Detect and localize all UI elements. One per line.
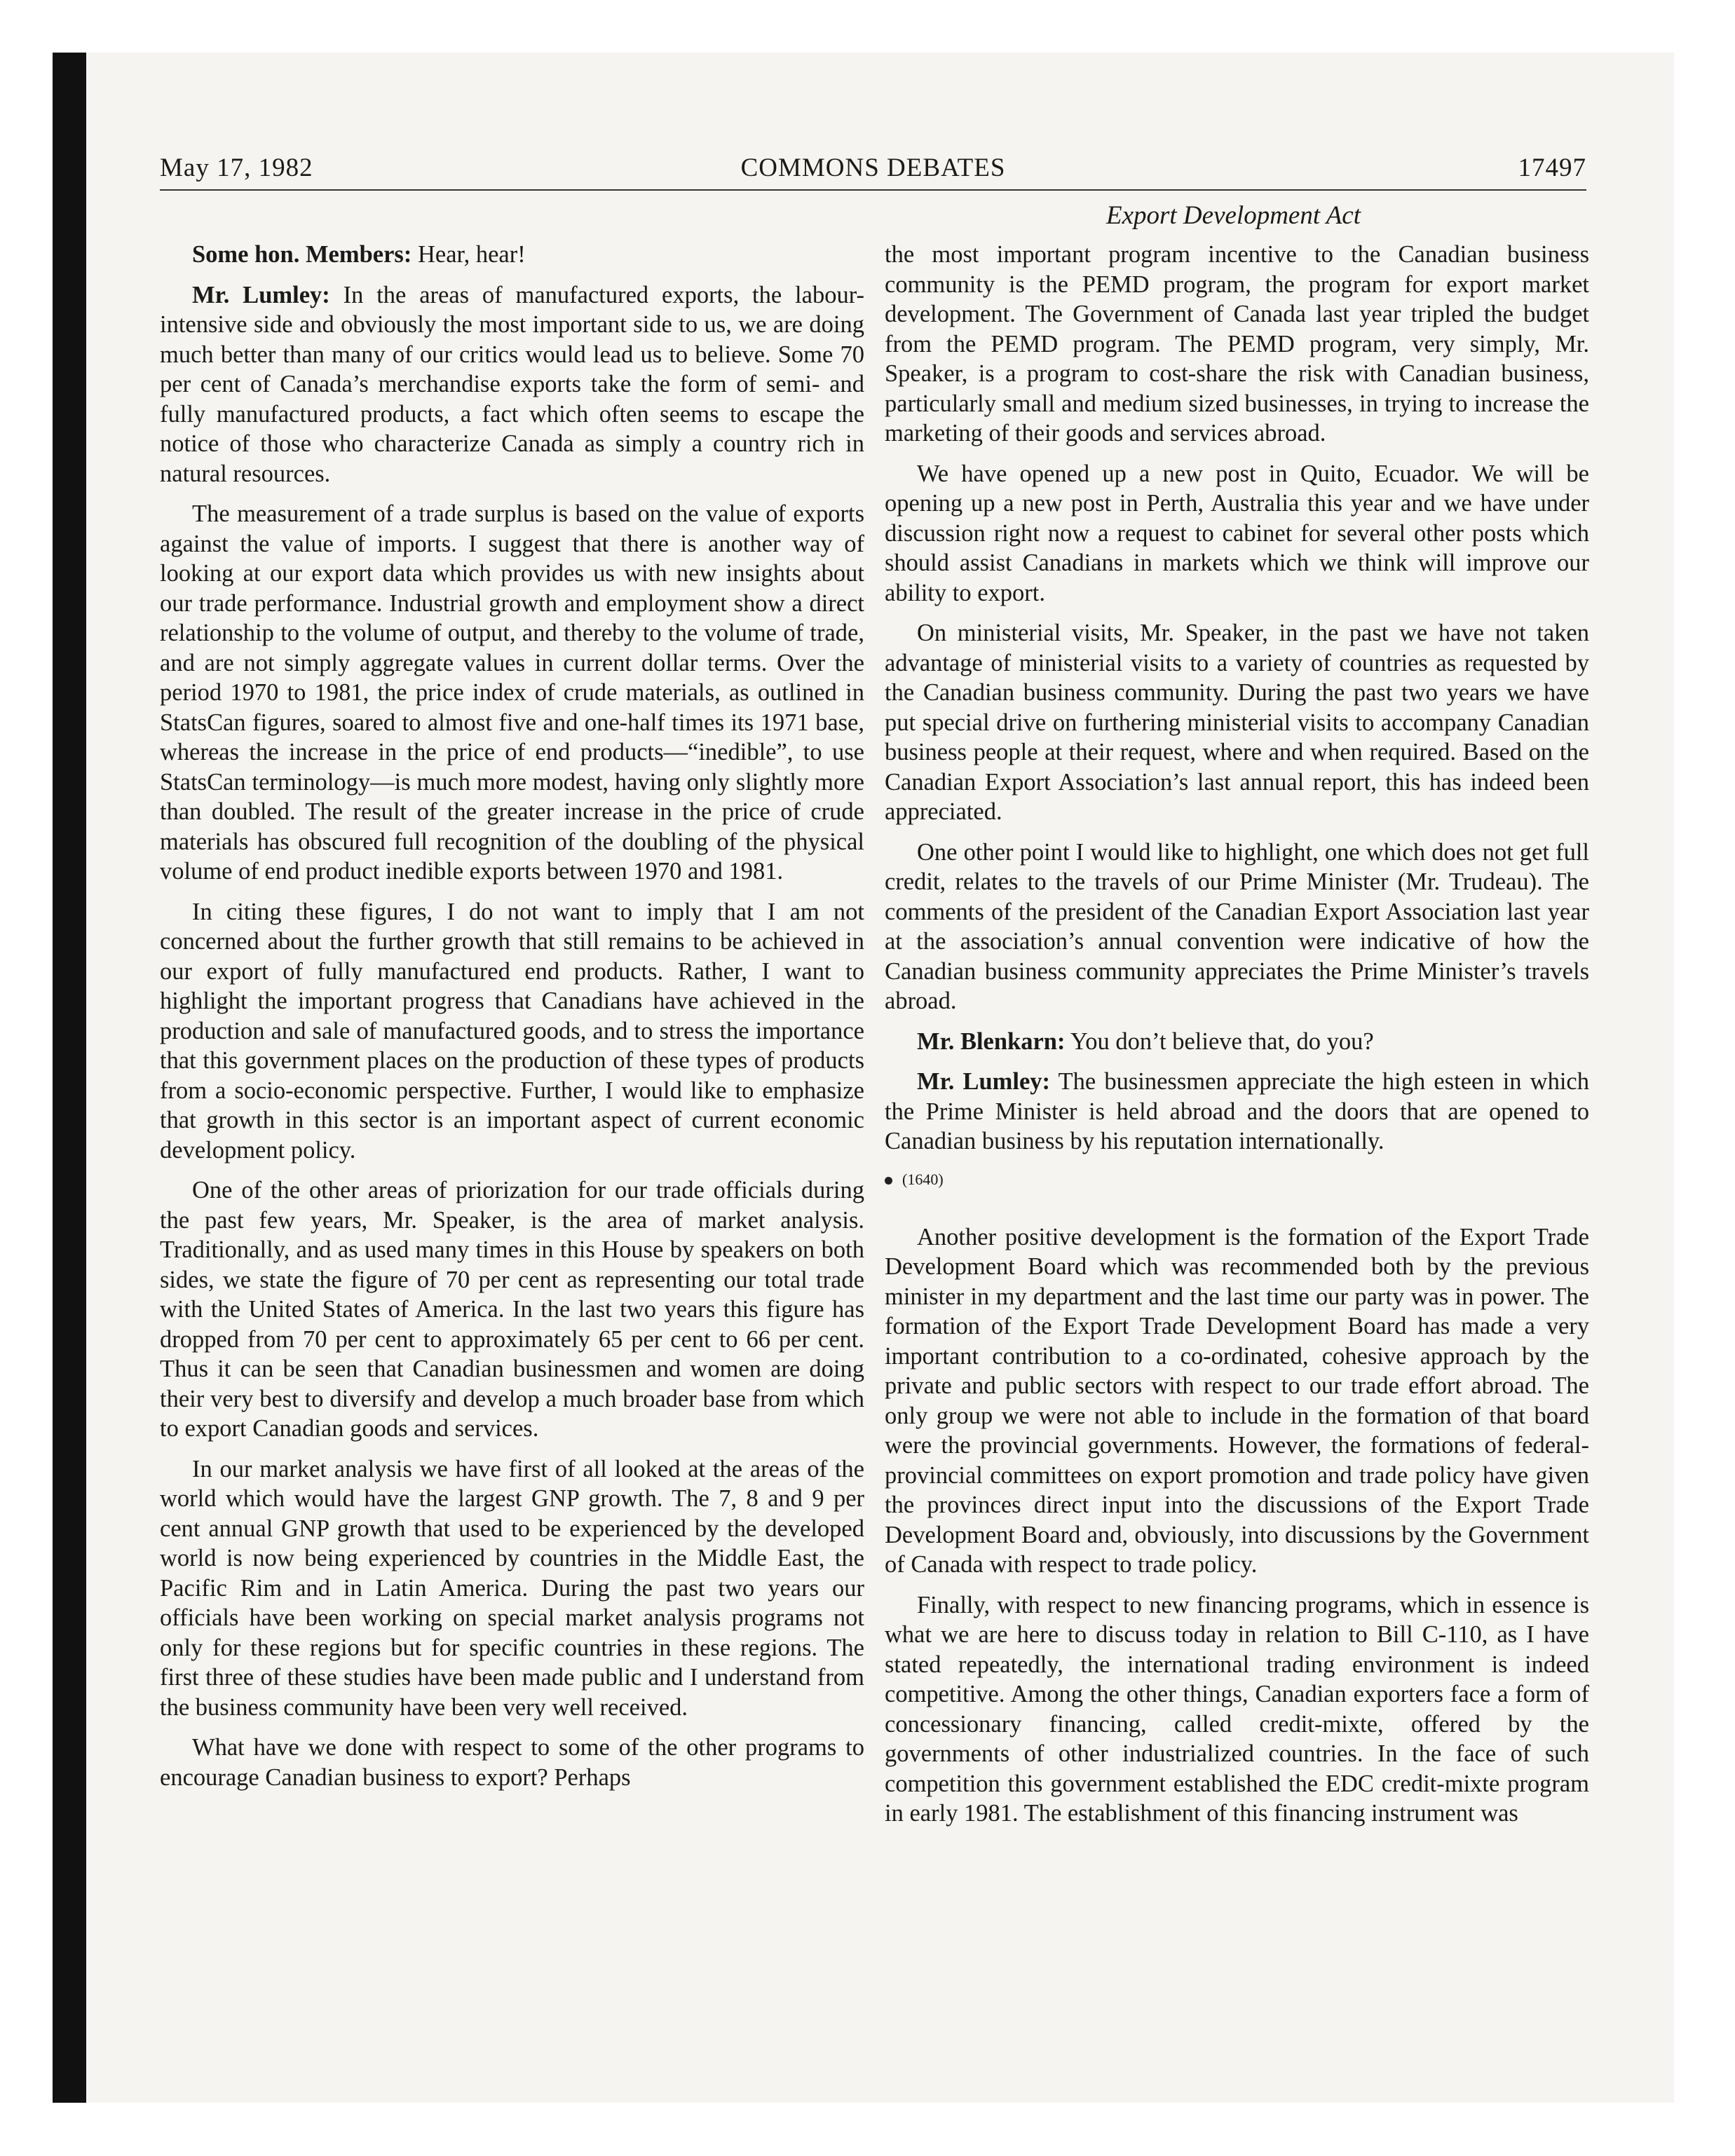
paragraph bbox=[160, 280, 864, 489]
paragraph: Finally, with respect to new financing programs, which in essence is what we are here to discuss today in relation to Bill C-110, as I have stated repeatedly, the international trading environment is indeed competitive. Among the other things, Canadian exporters face a form of concessionary financing, called credit-mixte, offered by the governments of other industrialized countries. In the face of such competition this government established the EDC credit-mixte program in early 1981. The establishment of this financing instrument was bbox=[885, 1591, 1589, 1827]
paragraph bbox=[885, 1067, 1589, 1157]
header-date: May 17, 1982 bbox=[160, 153, 313, 182]
paragraph: In citing these figures, I do not want to imply that I am not concerned about the further growth that still remains to be achieved in our export of fully manufactured end products. Rather, I want to highlight the important progress that Canadians have achieved in the production and sale of manufactured goods, and to stress the importance that this government places on the production of these types of products from a socio-economic perspective. Further, I would like to emphasize that growth in this sector is an important aspect of current economic development policy. bbox=[160, 898, 864, 1164]
page-header bbox=[160, 150, 1586, 191]
paragraph bbox=[885, 1027, 1589, 1057]
paragraph: the most important program incentive to the Canadian business community is the PEMD program, the program for export market development. The Government of Canada last year tripled the budget from the PEMD program. The PEMD program, very simply, Mr. Speaker, is a program to cost-share the risk with Canadian business, particularly small and medium sized businesses, in trying to increase the marketing of their goods and services abroad. bbox=[885, 241, 1589, 446]
header-page-number: 17497 bbox=[1518, 153, 1586, 182]
scan-binding-edge bbox=[53, 53, 86, 2103]
speech-text: The businessmen appreciate the high esteen in which the Prime Minister is held abroad and the doors that are opened to Canadian business by his reputation internationally. bbox=[885, 1068, 1589, 1154]
speaker-name: Mr. Blenkarn: bbox=[917, 1028, 1066, 1055]
speech-text: In the areas of manufactured exports, the labour-intensive side and obviously the most important side to us, we are doing much better than many of our critics would lead us to believe. Some 70 per cent of Canada’s merchandise exports take the form of semi- and fully manufactured products, a fact which often seems to escape the notice of those who characterize Canada as simply a country rich in natural resources. bbox=[160, 281, 864, 487]
speech-text: You don’t believe that, do you? bbox=[1065, 1028, 1374, 1055]
speech-text: Hear, hear! bbox=[411, 241, 526, 268]
right-column bbox=[885, 240, 1589, 1839]
speaker-name: Some hon. Members: bbox=[192, 241, 412, 268]
speaker-name: Mr. Lumley: bbox=[192, 281, 330, 308]
paragraph: What have we done with respect to some of the other programs to encourage Canadian business to export? Perhaps bbox=[160, 1734, 864, 1791]
time-marker-text: (1640) bbox=[902, 1170, 944, 1188]
header-title: COMMONS DEBATES bbox=[740, 153, 1006, 182]
speaker-name: Mr. Lumley: bbox=[917, 1068, 1051, 1095]
time-marker bbox=[885, 1169, 1589, 1190]
paragraph: The measurement of a trade surplus is based on the value of exports against the value of imports. I suggest that there is another way of looking at our export data which provides us with new insights about our trade performance. Industrial growth and employment show a direct relationship to the volume of output, and thereby to the volume of trade, and are not simply aggregate values in current dollar terms. Over the period 1970 to 1981, the price index of crude materials, as outlined in StatsCan figures, soared to almost five and one-half times its 1971 base, whereas the increase in the price of end products—“inedible”, to use StatsCan terminology—is much more modest, having only slightly more than doubled. The result of the greater increase in the price of crude materials has obscured full recognition of the doubling of the physical volume of end product inedible exports between 1970 and 1981. bbox=[160, 500, 864, 885]
paragraph: On ministerial visits, Mr. Speaker, in the past we have not taken advantage of ministerial visits to a variety of countries as requested by the Canadian business community. During the past two years we have put special drive on furthering ministerial visits to accompany Canadian business people at their request, where and when required. Based on the Canadian Export Association’s last annual report, this has indeed been appreciated. bbox=[885, 620, 1589, 825]
paragraph: We have opened up a new post in Quito, Ecuador. We will be opening up a new post in Perth, Australia this year and we have under discussion right now a request to cabinet for several other posts which should assist Canadians in markets which we think will improve our ability to export. bbox=[885, 460, 1589, 606]
paragraph: One of the other areas of priorization for our trade officials during the past few years, Mr. Speaker, is the area of market analysis. Traditionally, and as used many times in this House by speakers on both sides, we state the figure of 70 per cent as representing our total trade with the United States of America. In the last two years this figure has dropped from 70 per cent to approximately 65 per cent to 66 per cent. Thus it can be seen that Canadian businessmen and women are doing their very best to diversify and develop a much broader base from which to export Canadian goods and services. bbox=[160, 1177, 864, 1442]
paragraph: Another positive development is the formation of the Export Trade Development Board which was recommended both by the previous minister in my department and the last time our party was in power. The formation of the Export Trade Development Board has made a very important contribution to a co-ordinated, cohesive approach by the private and public sectors with respect to our trade effort abroad. The only group we were not able to include in the formation of that board were the provincial governments. However, the formations of federal-provincial committees on export promotion and trade policy have given the provinces direct input into the discussions of the Export Trade Development Board and, obviously, into discussions by the Government of Canada with respect to trade policy. bbox=[885, 1223, 1589, 1578]
running-head: Export Development Act bbox=[1105, 201, 1361, 230]
paragraph: One other point I would like to highlight, one which does not get full credit, relates to the travels of our Prime Minister (Mr. Trudeau). The comments of the president of the Canadian Export Association last year at the association’s annual convention were indicative of how the Canadian business community appreciates the Prime Minister’s travels abroad. bbox=[885, 838, 1589, 1014]
left-column bbox=[160, 240, 864, 1803]
bullet-icon bbox=[885, 1177, 892, 1185]
paragraph bbox=[160, 240, 864, 270]
paragraph: In our market analysis we have first of all looked at the areas of the world which would have the largest GNP growth. The 7, 8 and 9 per cent annual GNP growth that used to be experienced by the developed world is now being experienced by countries in the Middle East, the Pacific Rim and in Latin America. During the past two years our officials have been working on special market analysis programs not only for these regions but for specific countries in these regions. The first three of these studies have been made public and I understand from the business community have been very well received. bbox=[160, 1455, 864, 1721]
